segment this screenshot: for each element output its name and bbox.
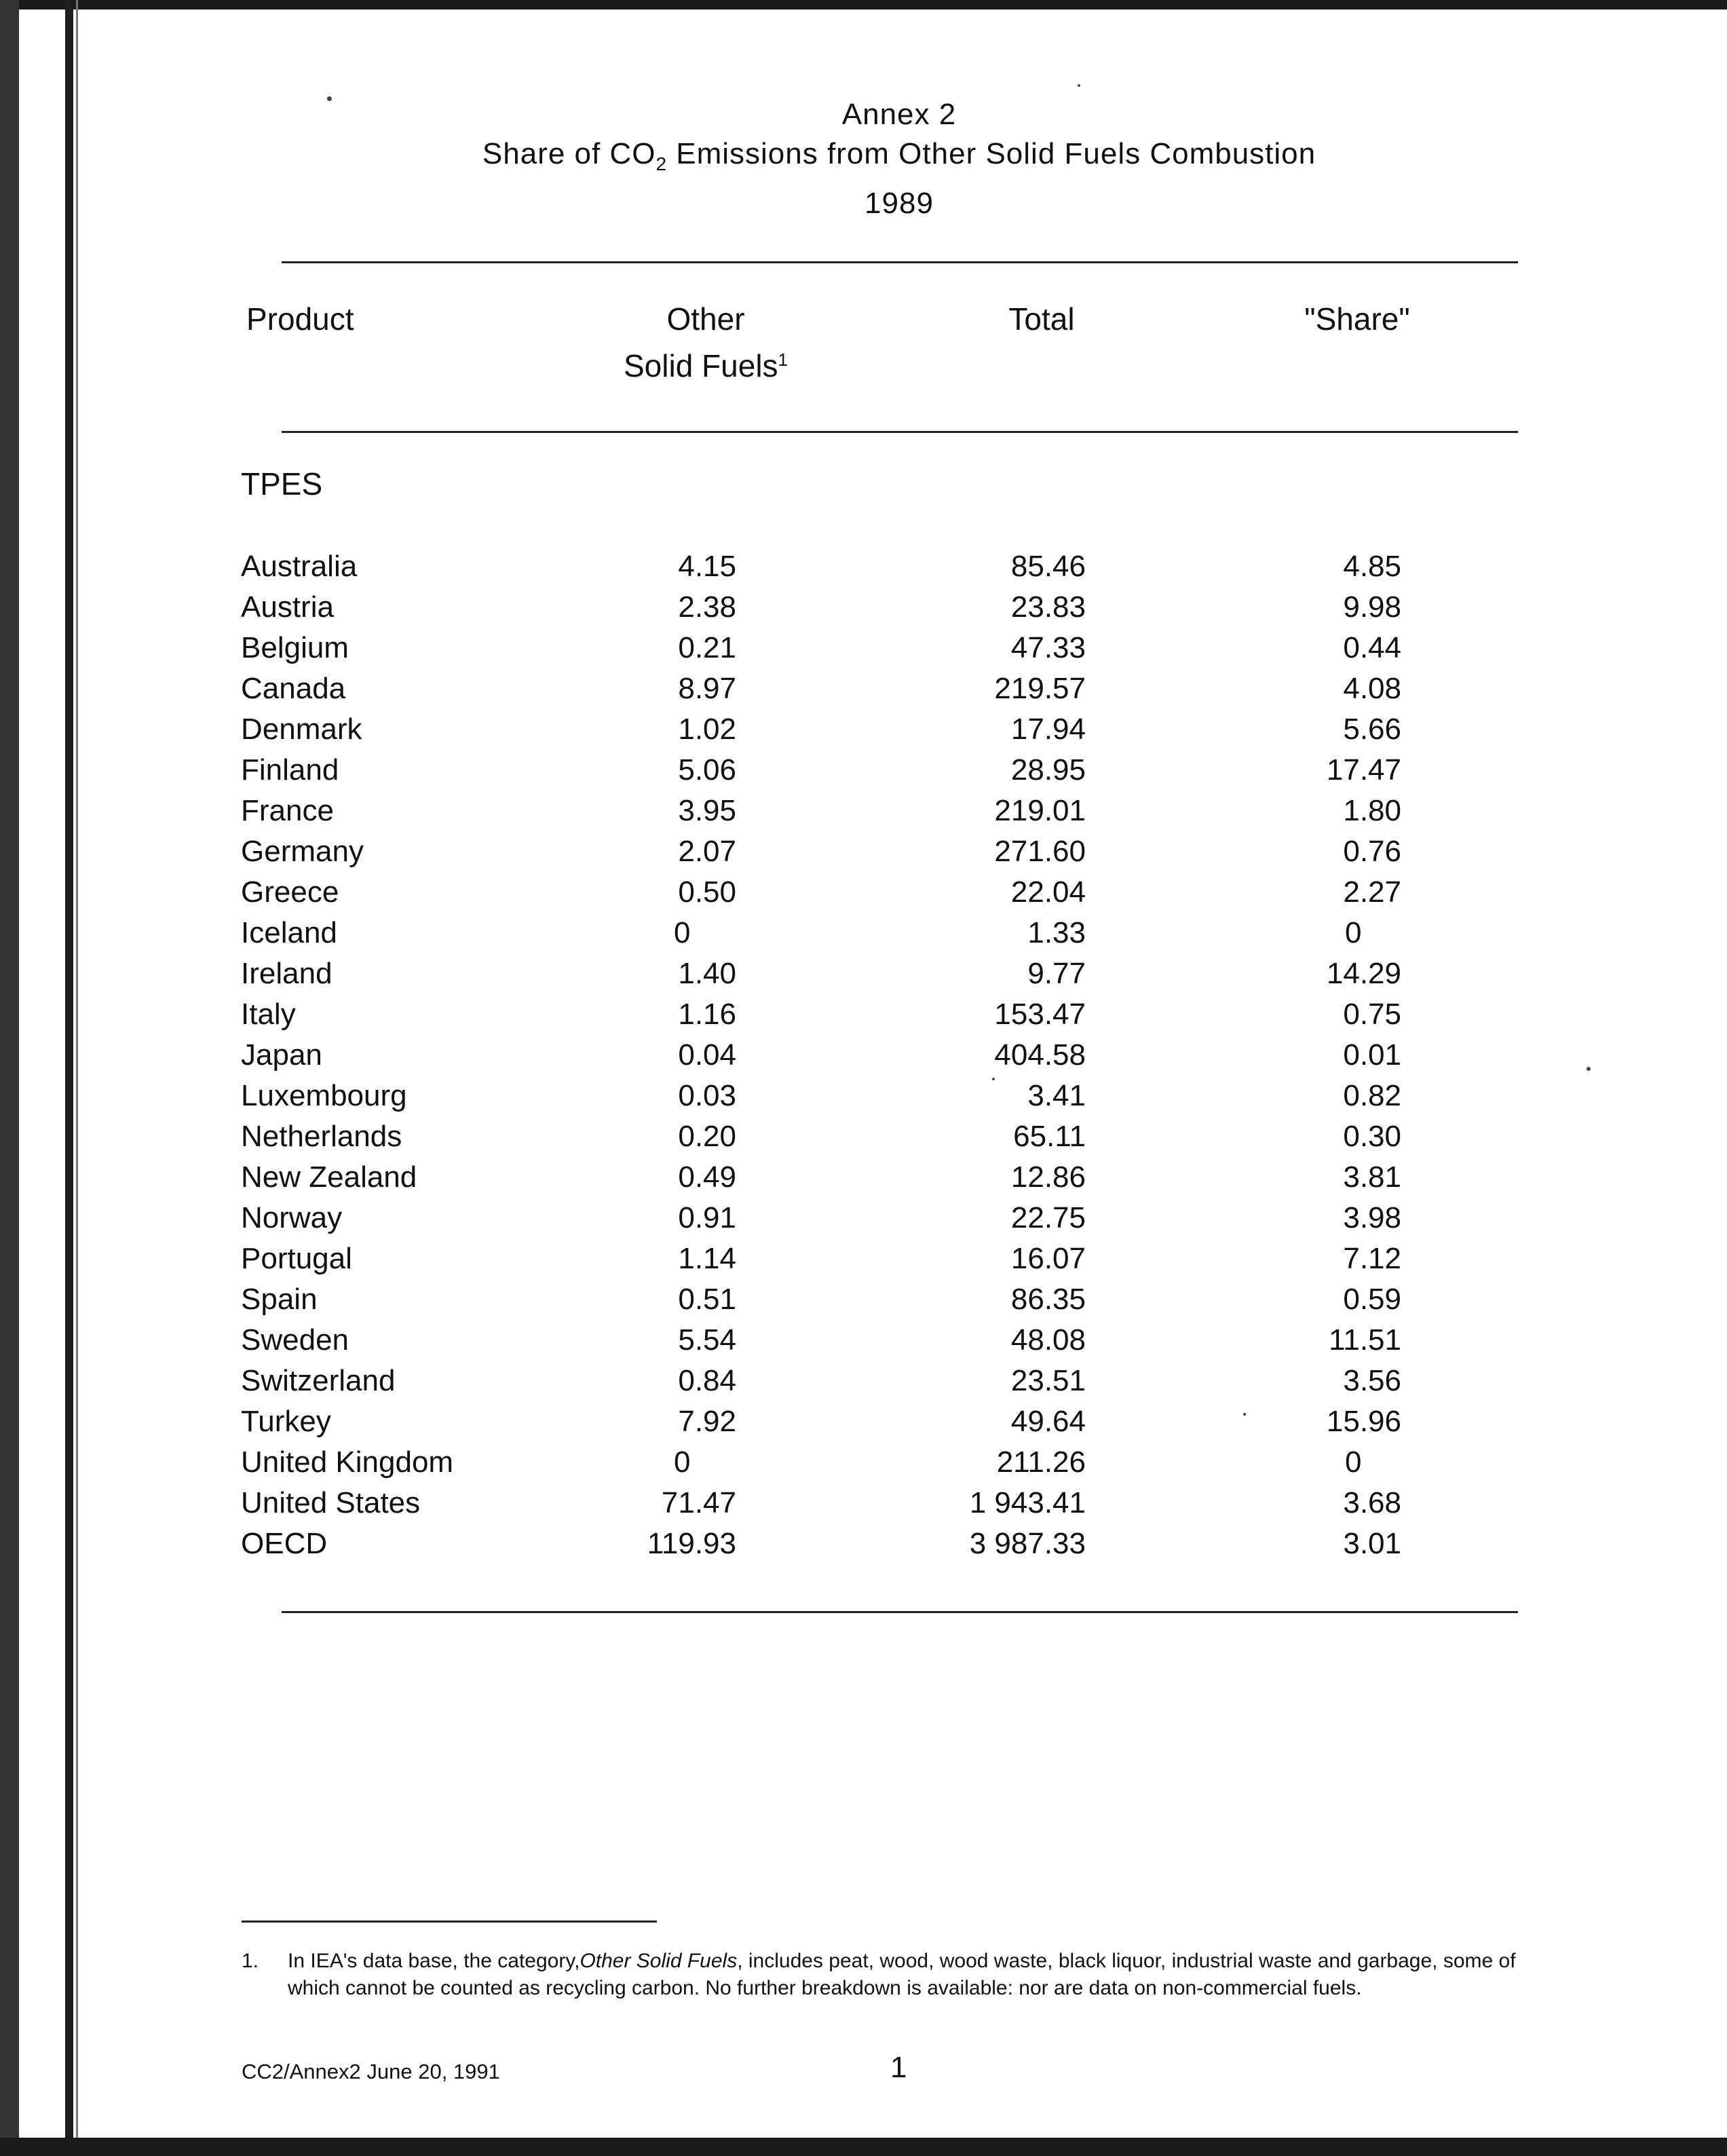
cell-other-solid-fuels: 7.92 [678, 1405, 736, 1438]
cell-country: Ireland [241, 957, 333, 990]
cell-share: 3.81 [1343, 1160, 1401, 1194]
cell-total: 28.95 [1010, 753, 1086, 787]
footnote-text-italic: Other Solid Fuels [580, 1950, 738, 1972]
table-row [0, 1483, 1727, 1524]
table-row [0, 1035, 1727, 1076]
cell-total: 47.33 [1010, 631, 1086, 664]
table-row [0, 1524, 1727, 1564]
cell-total: 85.46 [1010, 550, 1086, 583]
table-row [0, 913, 1727, 953]
column-header-other-text: Solid Fuels [623, 348, 778, 383]
cell-country: Greece [241, 875, 339, 909]
footnote-text-after: , includes peat, wood, wood waste, black liquor, industrial waste and garbage, some of which cannot be counted as recycling carbon. No further breakdown is available: nor are data on non-commercial fuels. [288, 1950, 1516, 1999]
cell-total: 16.07 [1010, 1242, 1086, 1275]
cell-share: 11.51 [1329, 1323, 1401, 1357]
cell-other-solid-fuels: 0.04 [678, 1038, 736, 1072]
table-row [0, 1157, 1727, 1198]
cell-total: 17.94 [1010, 713, 1086, 746]
scan-speck [1078, 84, 1080, 87]
cell-other-solid-fuels: 8.97 [678, 672, 736, 705]
footnote [242, 1948, 1551, 2002]
cell-share: 3.68 [1343, 1486, 1401, 1519]
scan-border-top [0, 0, 1727, 10]
cell-country: Switzerland [241, 1364, 396, 1397]
table-row [0, 1361, 1727, 1401]
cell-other-solid-fuels: 0.20 [678, 1120, 736, 1153]
cell-other-solid-fuels: 5.06 [678, 753, 736, 787]
cell-share: 0.75 [1343, 998, 1401, 1031]
cell-total: 12.86 [1010, 1160, 1086, 1194]
cell-country: Belgium [241, 631, 349, 664]
footnote-text-before: In IEA's data base, the category, [288, 1950, 580, 1972]
footnote-separator [242, 1921, 657, 1923]
cell-total: 65.11 [1013, 1120, 1086, 1153]
cell-country: United States [241, 1486, 421, 1519]
cell-share: 0.82 [1343, 1079, 1401, 1112]
table-row [0, 872, 1727, 913]
table-top-rule [282, 261, 1518, 263]
cell-other-solid-fuels: 2.07 [678, 835, 736, 868]
footnote-marker: 1 [778, 349, 789, 370]
table-row [0, 546, 1727, 587]
title-subscript: 2 [656, 153, 668, 174]
annex-label: Annex 2 [841, 98, 957, 131]
cell-share: 1.80 [1343, 794, 1401, 827]
cell-country: Norway [241, 1201, 343, 1234]
cell-total: 153.47 [994, 998, 1086, 1031]
cell-share: 0.01 [1343, 1038, 1401, 1072]
cell-other-solid-fuels: 5.54 [678, 1323, 736, 1357]
table-row [0, 994, 1727, 1035]
cell-total: 22.04 [1010, 875, 1086, 909]
cell-other-solid-fuels: 0 [674, 916, 691, 949]
title-text-pre: Share of CO [482, 137, 656, 170]
cell-total: 22.75 [1010, 1201, 1086, 1234]
table-row [0, 831, 1727, 872]
cell-other-solid-fuels: 1.14 [678, 1242, 736, 1275]
table-header-rule [282, 431, 1518, 433]
cell-total: 219.57 [994, 672, 1086, 705]
cell-share: 0.30 [1343, 1120, 1401, 1153]
cell-share: 3.01 [1343, 1527, 1401, 1560]
cell-share: 15.96 [1326, 1405, 1401, 1438]
cell-country: Netherlands [241, 1120, 402, 1153]
table-row [0, 1320, 1727, 1361]
footnote-text [288, 1948, 1551, 2002]
cell-other-solid-fuels: 0.03 [678, 1079, 736, 1112]
cell-share: 3.98 [1343, 1201, 1401, 1234]
cell-other-solid-fuels: 71.47 [661, 1486, 736, 1519]
cell-total: 23.51 [1010, 1364, 1086, 1397]
table-bottom-rule [282, 1611, 1518, 1613]
cell-share: 17.47 [1326, 753, 1401, 787]
cell-other-solid-fuels: 0.84 [678, 1364, 736, 1397]
cell-other-solid-fuels: 3.95 [678, 794, 736, 827]
table-row [0, 1238, 1727, 1279]
cell-other-solid-fuels: 119.93 [647, 1527, 736, 1560]
document-header [204, 95, 1595, 223]
cell-country: Spain [241, 1283, 318, 1316]
table-row [0, 668, 1727, 709]
cell-country: OECD [241, 1527, 328, 1560]
cell-country: Germany [241, 835, 364, 868]
cell-other-solid-fuels: 2.38 [678, 590, 736, 624]
cell-country: Luxembourg [241, 1079, 407, 1112]
cell-share: 0.76 [1343, 835, 1401, 868]
cell-other-solid-fuels: 0.50 [678, 875, 736, 909]
footnote-number: 1. [242, 1950, 259, 1972]
cell-total: 48.08 [1010, 1323, 1086, 1357]
table-row [0, 709, 1727, 750]
cell-total: 23.83 [1010, 590, 1086, 624]
cell-country: France [241, 794, 334, 827]
cell-total: 9.77 [1027, 957, 1086, 990]
cell-share: 0.44 [1343, 631, 1401, 664]
cell-share: 7.12 [1343, 1242, 1401, 1275]
cell-total: 49.64 [1010, 1405, 1086, 1438]
cell-country: Australia [241, 550, 358, 583]
cell-share: 14.29 [1326, 957, 1401, 990]
cell-country: Turkey [241, 1405, 331, 1438]
table-row [0, 1442, 1727, 1483]
cell-total: 211.26 [996, 1445, 1086, 1479]
cell-share: 4.85 [1343, 550, 1401, 583]
table-row [0, 587, 1727, 628]
cell-other-solid-fuels: 1.16 [678, 998, 736, 1031]
cell-share: 2.27 [1343, 875, 1401, 909]
column-header-other-line1: Other [666, 301, 745, 337]
page-number: 1 [890, 2051, 907, 2084]
section-label-tpes: TPES [241, 466, 323, 502]
cell-country: Italy [241, 998, 296, 1031]
cell-other-solid-fuels: 0.51 [678, 1283, 736, 1316]
document-reference: CC2/Annex2 June 20, 1991 [242, 2060, 500, 2083]
table-row [0, 1401, 1727, 1442]
cell-country: Canada [241, 672, 346, 705]
table-row [0, 750, 1727, 791]
cell-other-solid-fuels: 0.91 [678, 1201, 736, 1234]
column-header-total: Total [1008, 301, 1075, 337]
document-year: 1989 [865, 187, 934, 220]
cell-share: 0.59 [1343, 1283, 1401, 1316]
cell-country: Portugal [241, 1242, 352, 1275]
cell-other-solid-fuels: 0.49 [678, 1160, 736, 1194]
cell-share: 5.66 [1343, 713, 1401, 746]
cell-country: Denmark [241, 713, 362, 746]
cell-total: 1.33 [1027, 916, 1086, 949]
cell-other-solid-fuels: 1.40 [678, 957, 736, 990]
table-row [0, 1076, 1727, 1116]
cell-total: 3 987.33 [969, 1527, 1086, 1560]
document-title [204, 134, 1595, 184]
cell-country: United Kingdom [241, 1445, 454, 1479]
cell-other-solid-fuels: 0.21 [678, 631, 736, 664]
cell-other-solid-fuels: 0 [674, 1445, 691, 1479]
cell-total: 219.01 [994, 794, 1086, 827]
cell-share: 0 [1345, 916, 1362, 949]
cell-country: Sweden [241, 1323, 349, 1357]
cell-share: 4.08 [1343, 672, 1401, 705]
cell-other-solid-fuels: 4.15 [678, 550, 736, 583]
column-header-other-solid-fuels [597, 299, 814, 386]
table-body [0, 546, 1727, 1564]
cell-total: 3.41 [1027, 1079, 1086, 1112]
cell-country: Iceland [241, 916, 337, 949]
cell-total: 404.58 [994, 1038, 1086, 1072]
title-text-post: Emissions from Other Solid Fuels Combustion [667, 137, 1316, 170]
cell-country: New Zealand [241, 1160, 417, 1194]
cell-country: Japan [241, 1038, 322, 1072]
scan-border-bottom [0, 2138, 1727, 2156]
table-row [0, 628, 1727, 668]
cell-share: 3.56 [1343, 1364, 1401, 1397]
cell-share: 9.98 [1343, 590, 1401, 624]
cell-country: Austria [241, 590, 334, 624]
cell-total: 271.60 [994, 835, 1086, 868]
cell-total: 86.35 [1010, 1283, 1086, 1316]
table-row [0, 1279, 1727, 1320]
cell-share: 0 [1345, 1445, 1362, 1479]
cell-country: Finland [241, 753, 339, 787]
column-header-other-line2 [597, 339, 814, 386]
table-row [0, 791, 1727, 831]
table-row [0, 953, 1727, 994]
table-row [0, 1198, 1727, 1238]
column-header-share: "Share" [1304, 301, 1410, 337]
cell-total: 1 943.41 [969, 1486, 1086, 1519]
cell-other-solid-fuels: 1.02 [678, 713, 736, 746]
column-header-product: Product [246, 301, 354, 337]
table-row [0, 1116, 1727, 1157]
